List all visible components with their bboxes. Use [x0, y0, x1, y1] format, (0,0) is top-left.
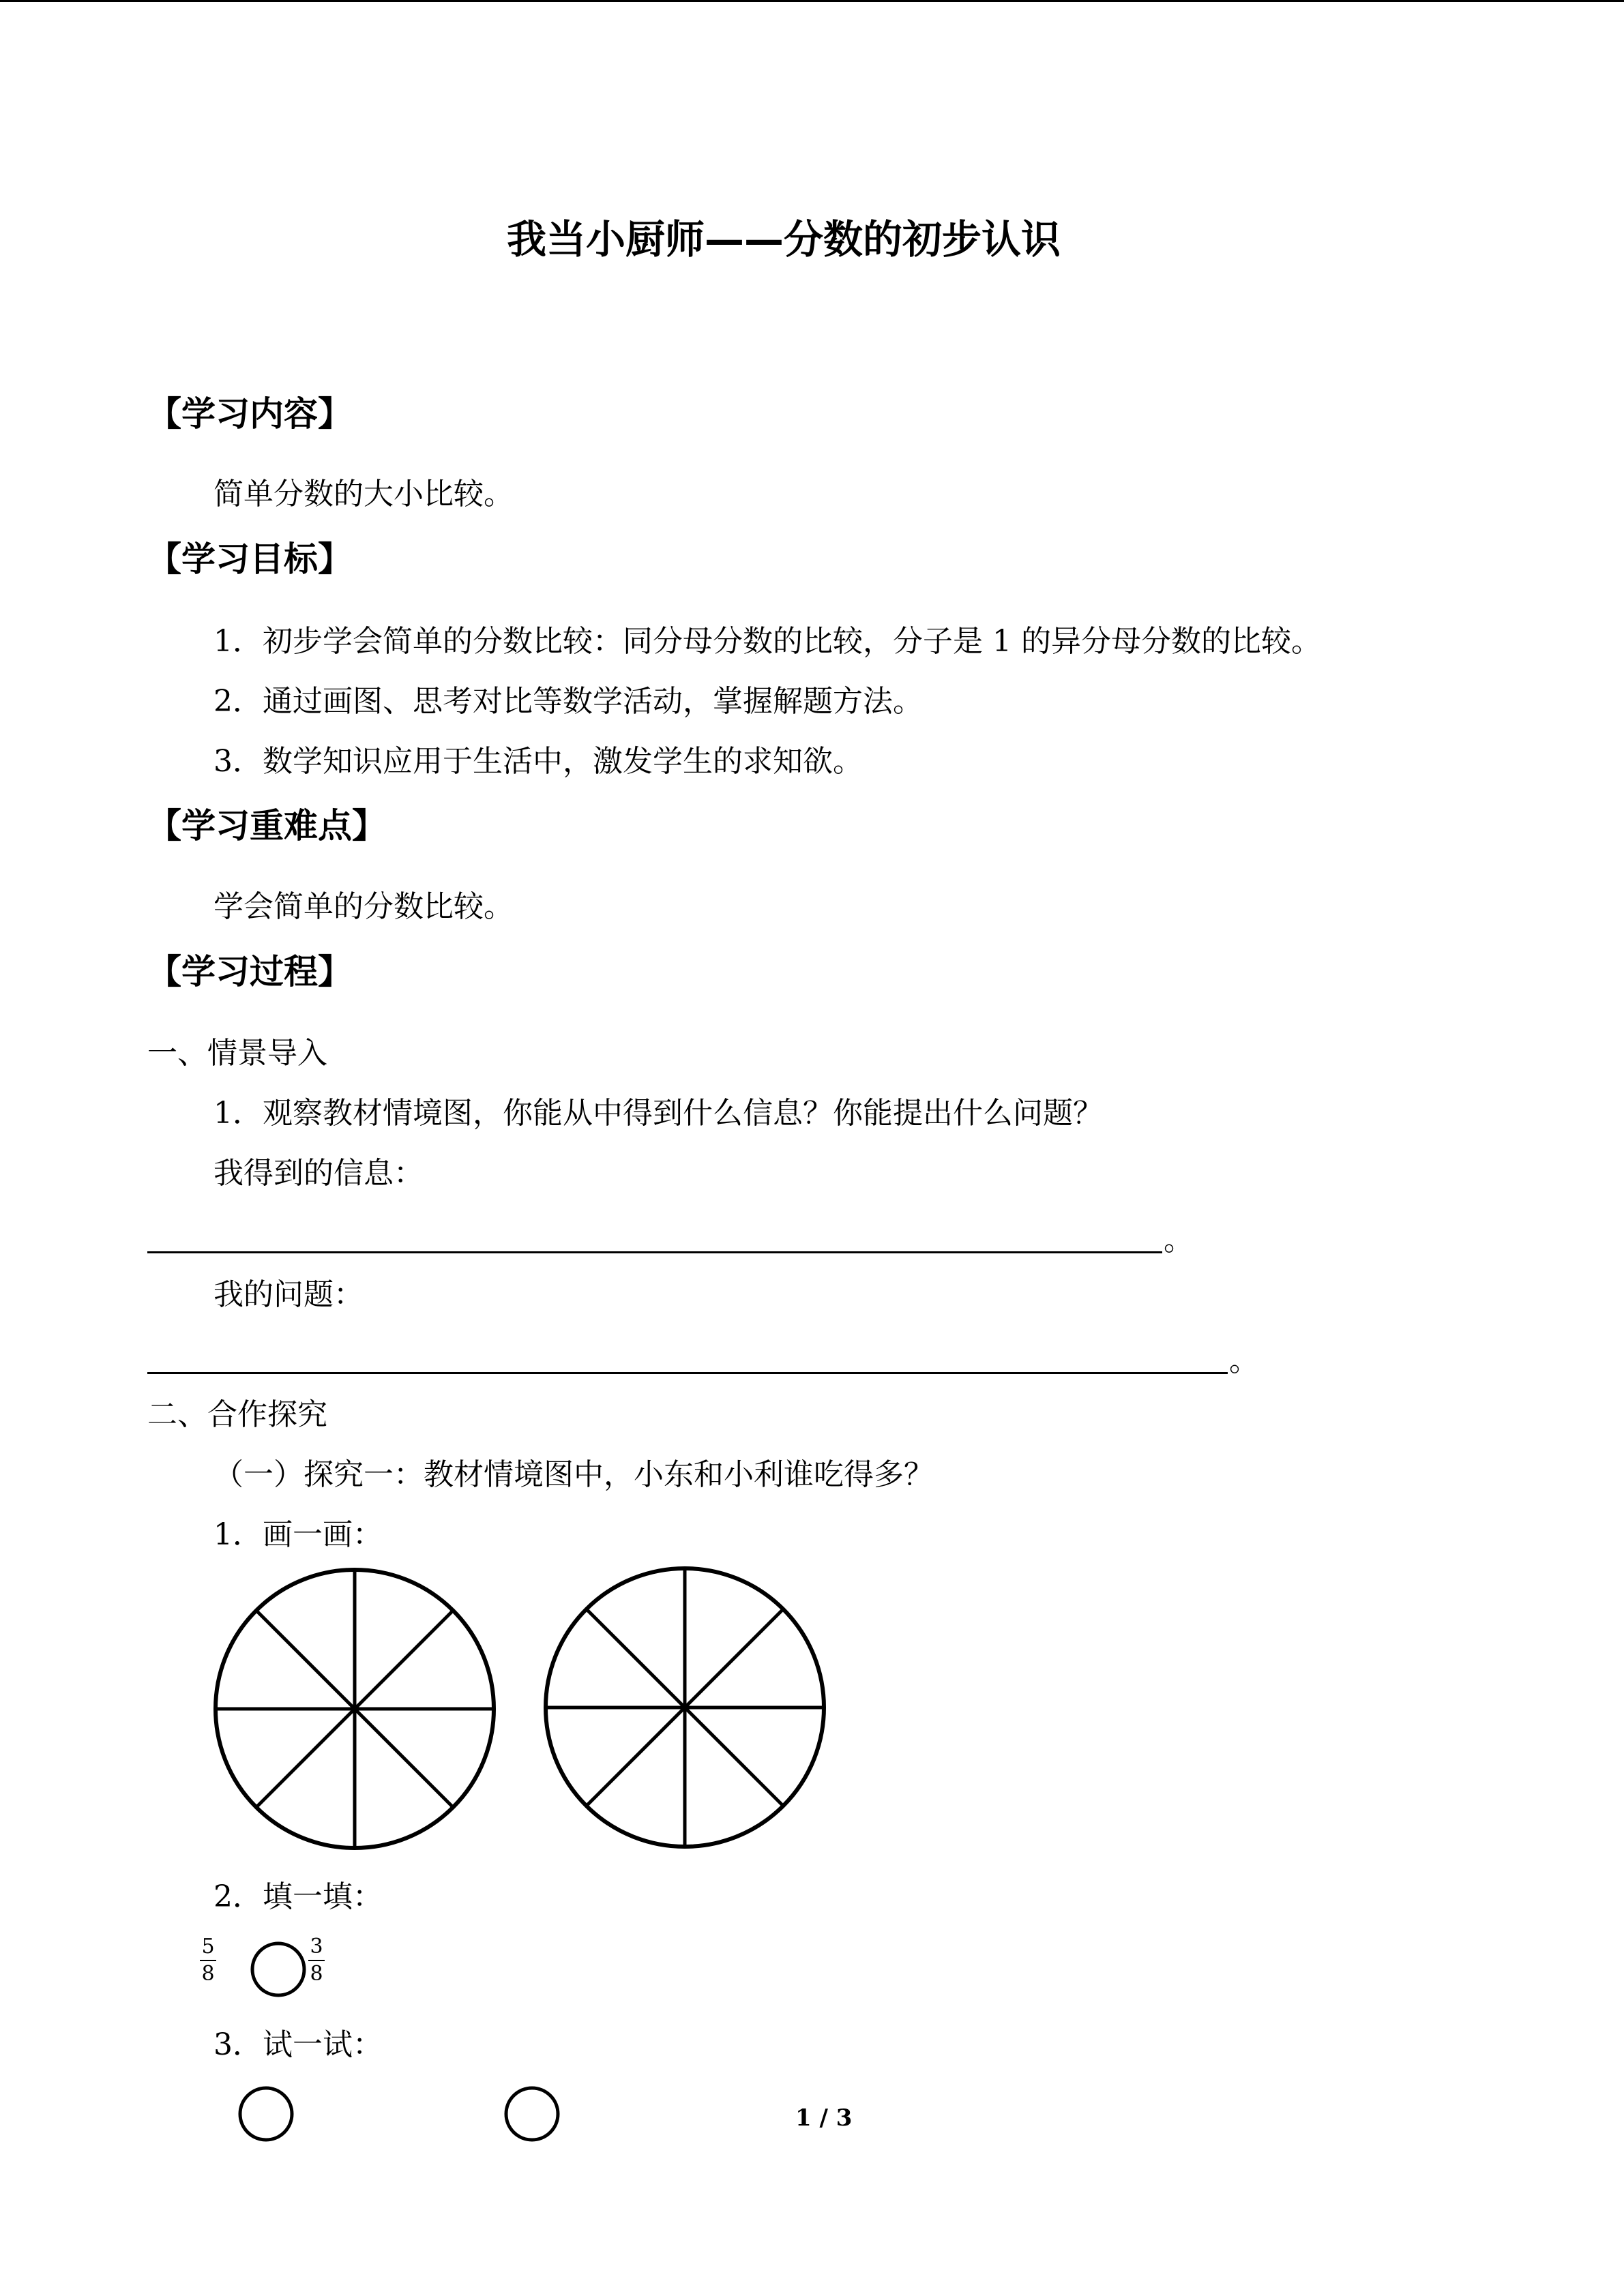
section-heading-key-points: 【学习重难点】: [147, 806, 386, 846]
content-text: 简单分数的大小比较。: [213, 477, 514, 511]
pie-circle-left[interactable]: [210, 1564, 499, 1853]
fraction-denominator: 8: [201, 1962, 215, 1986]
question-period: 。: [1229, 1343, 1259, 1378]
pie-circle-right[interactable]: [540, 1563, 829, 1852]
explore1-title: （一）探究一：教材情境图中，小东和小利谁吃得多？: [213, 1457, 934, 1492]
compare-circle[interactable]: [250, 1941, 307, 1998]
goal-item-3: 3．数学知识应用于生活中，激发学生的求知欲。: [213, 744, 863, 779]
info-period: 。: [1164, 1223, 1194, 1257]
goal-item-1: 1．初步学会简单的分数比较：同分母分数的比较，分子是 1 的异分母分数的比较。: [213, 624, 1321, 659]
page-title: 我当小厨师——分数的初步认识: [507, 216, 1061, 263]
question-label: 我的问题：: [213, 1277, 364, 1312]
fraction-five-eighths: [200, 1937, 216, 1984]
key-points-text: 学会简单的分数比较。: [213, 889, 514, 924]
goal-item-2: 2．通过画图、思考对比等数学活动，掌握解题方法。: [213, 684, 923, 719]
fraction-numerator: 3: [310, 1935, 323, 1958]
info-label: 我得到的信息：: [213, 1156, 424, 1191]
try-label: 3．试一试：: [213, 2027, 383, 2062]
fill-label: 2．填一填：: [213, 1879, 383, 1914]
page-number: 1 / 3: [795, 2104, 853, 2132]
info-answer-line[interactable]: [147, 1251, 1162, 1253]
try-circle-left[interactable]: [237, 2085, 295, 2143]
try-circle-right[interactable]: [503, 2085, 561, 2143]
fraction-denominator: 8: [310, 1962, 323, 1986]
fraction-three-eighths: [308, 1937, 325, 1984]
page-top-border: [0, 0, 1624, 2]
question-answer-line[interactable]: [147, 1372, 1228, 1374]
section-heading-process: 【学习过程】: [147, 952, 352, 992]
part1-title: 一、情景导入: [147, 1036, 327, 1071]
section-heading-goals: 【学习目标】: [147, 539, 352, 579]
part2-title: 二、合作探究: [147, 1397, 327, 1432]
draw-label: 1．画一画：: [213, 1517, 383, 1552]
fraction-numerator: 5: [201, 1935, 215, 1958]
part1-question: 1．观察教材情境图，你能从中得到什么信息？你能提出什么问题？: [213, 1096, 1103, 1131]
section-heading-content: 【学习内容】: [147, 394, 352, 434]
